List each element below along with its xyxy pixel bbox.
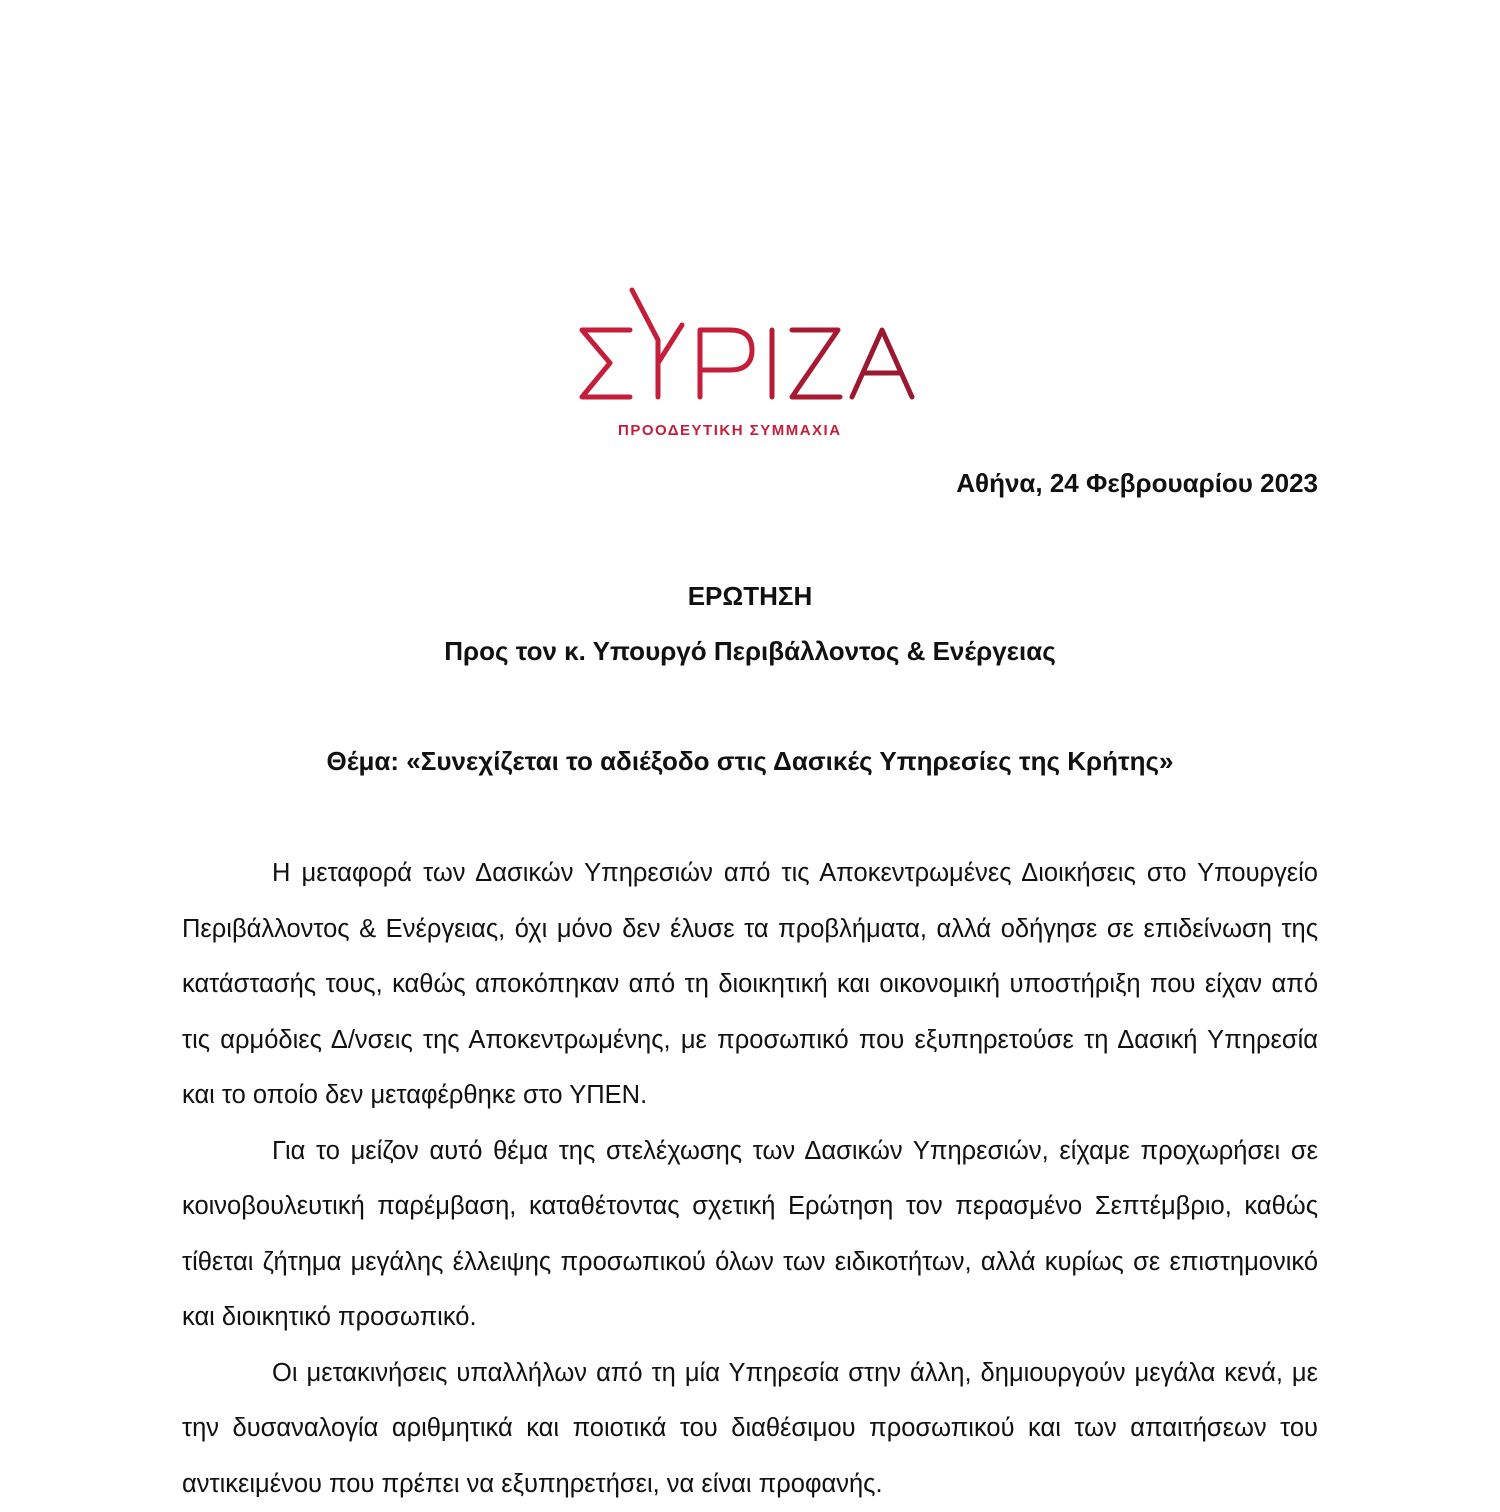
recipient-line: Προς τον κ. Υπουργό Περιβάλλοντος & Ενέργειας xyxy=(0,636,1500,667)
document-body xyxy=(182,846,1318,1512)
document-date: Αθήνα, 24 Φεβρουαρίου 2023 xyxy=(956,468,1318,499)
logo-tagline: ΠΡΟΟΔΕΥΤΙΚΗ ΣΥΜΜΑΧΙΑ xyxy=(618,422,842,439)
body-paragraph: Οι μετακινήσεις υπαλλήλων από τη μία Υπηρεσία στην άλλη, δημιουργούν μεγάλα κενά, με την δυσαναλογία αριθμητικά και ποιοτικά του διαθέσιμου προσωπικού και των απαιτήσεων του αντικειμένου που πρέπει να εξυπηρετήσει, να είναι προφανής. xyxy=(182,1346,1318,1512)
body-paragraph: Η μεταφορά των Δασικών Υπηρεσιών από τις Αποκεντρωμένες Διοικήσεις στο Υπουργείο Περιβάλλοντος & Ενέργειας, όχι μόνο δεν έλυσε τα προβλήματα, αλλά οδήγησε σε επιδείνωση της κατάστασής τους, καθώς αποκόπηκαν από τη διοικητική και οικονομική υποστήριξη που είχαν από τις αρμόδιες Δ/νσεις της Αποκεντρωμένης, με προσωπικό που εξυπηρετούσε τη Δασική Υπηρεσία και το οποίο δεν μεταφέρθηκε στο ΥΠΕΝ. xyxy=(182,846,1318,1124)
subject-line: Θέμα: «Συνεχίζεται το αδιέξοδο στις Δασικές Υπηρεσίες της Κρήτης» xyxy=(0,746,1500,777)
body-paragraph: Για το μείζον αυτό θέμα της στελέχωσης των Δασικών Υπηρεσιών, είχαμε προχωρήσει σε κοινοβουλευτική παρέμβαση, καταθέτοντας σχετική Ερώτηση τον περασμένο Σεπτέμβριο, καθώς τίθεται ζήτημα μεγάλης έλλειψης προσωπικού όλων των ειδικοτήτων, αλλά κυρίως σε επιστημονικό και διοικητικό προσωπικό. xyxy=(182,1124,1318,1346)
party-logo xyxy=(570,285,930,450)
document-heading: ΕΡΩΤΗΣΗ xyxy=(0,581,1500,612)
